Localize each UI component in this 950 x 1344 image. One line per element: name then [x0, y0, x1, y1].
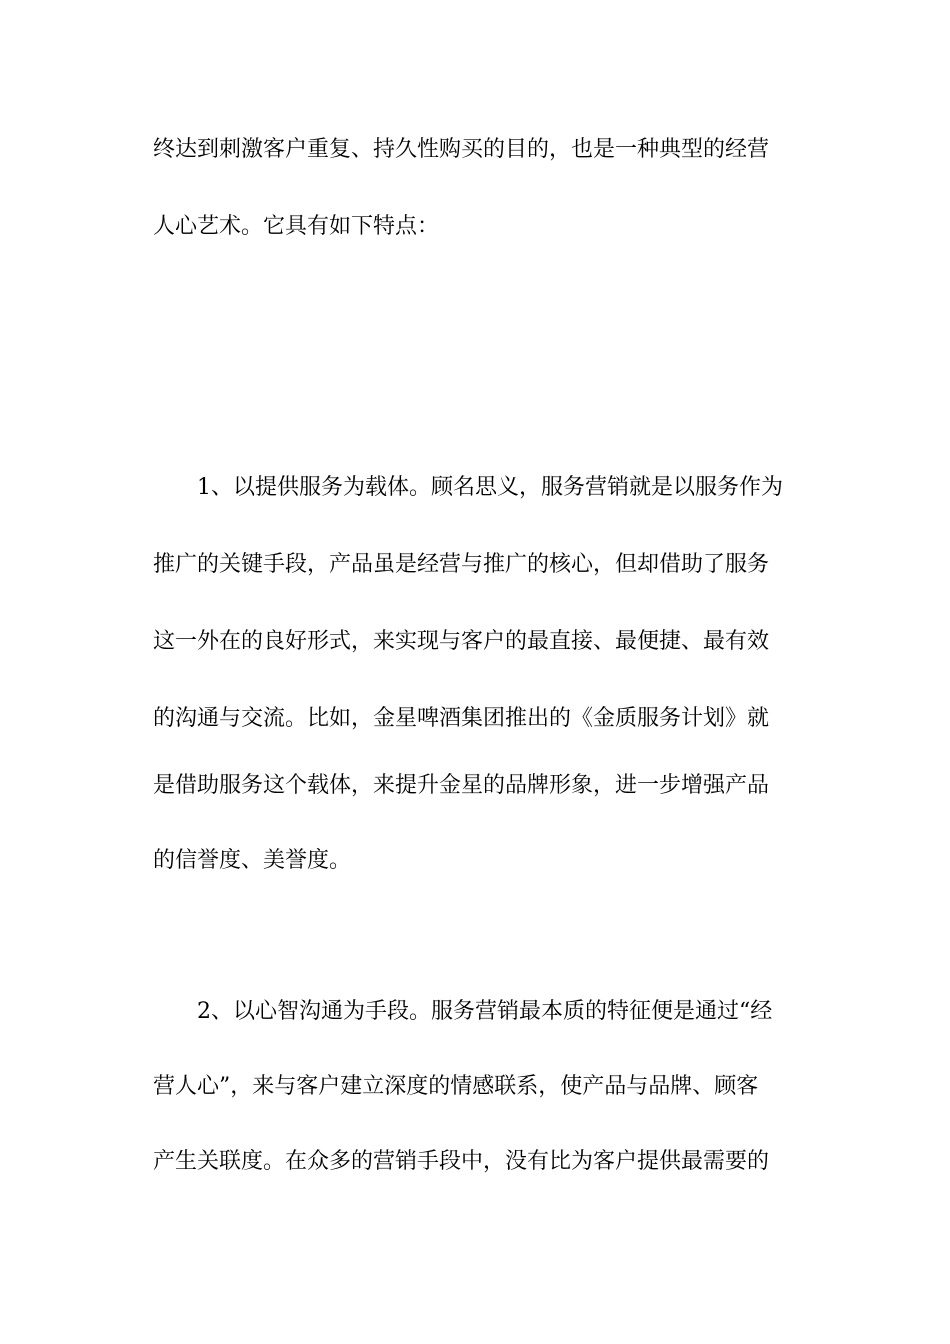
- point2-line-1: 2、以心智沟通为手段。服务营销最本质的特征便是通过“经: [197, 999, 773, 1024]
- intro-line-2: 人心艺术。它具有如下特点：: [153, 214, 440, 239]
- point1-line-5: 是借助服务这个载体，来提升金星的品牌形象，进一步增强产品: [153, 773, 770, 798]
- point2-line-2: 营人心”，来与客户建立深度的情感联系，使产品与品牌、顾客: [153, 1074, 759, 1099]
- point1-line-3: 这一外在的良好形式，来实现与客户的最直接、最便捷、最有效: [153, 629, 770, 654]
- point1-line-6: 的信誉度、美誉度。: [153, 848, 352, 873]
- point1-line-1: 1、以提供服务为载体。顾名思义，服务营销就是以服务作为: [197, 475, 783, 500]
- point2-line-3: 产生关联度。在众多的营销手段中，没有比为客户提供最需要的: [153, 1149, 770, 1174]
- intro-line-1: 终达到刺激客户重复、持久性购买的目的，也是一种典型的经营: [153, 137, 770, 162]
- point1-line-4: 的沟通与交流。比如，金星啤酒集团推出的《金质服务计划》就: [153, 706, 770, 731]
- point1-line-2: 推广的关键手段，产品虽是经营与推广的核心，但却借助了服务: [153, 552, 770, 577]
